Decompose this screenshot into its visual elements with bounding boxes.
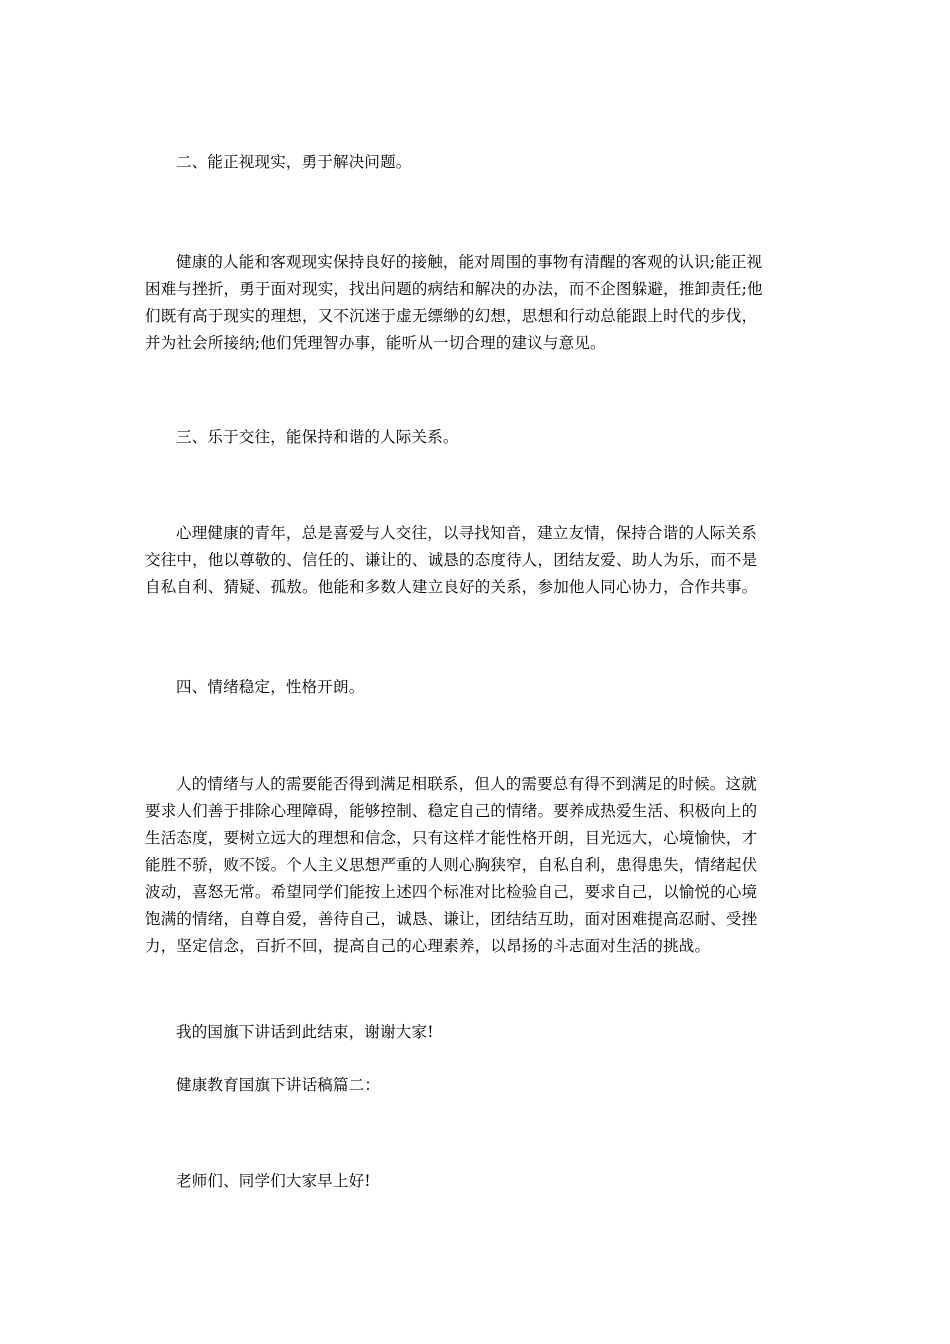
paragraph-2-line-2: 困难与挫折，勇于面对现实，找出问题的病结和解决的办法，而不企图躲避，推卸责任;他 [145, 280, 763, 298]
paragraph-2-line-3: 们既有高于现实的理想，又不沉迷于虚无缥缈的幻想，思想和行动总能跟上时代的步伐， [145, 307, 758, 325]
paragraph-3-line-1: 心理健康的青年，总是喜爱与人交往，以寻找知音，建立友情，保持合谐的人际关系 [176, 524, 757, 542]
greeting-line: 老师们、同学们大家早上好! [176, 1172, 371, 1190]
paragraph-2 [145, 249, 815, 357]
paragraph-2-line-4: 并为社会所接纳;他们凭理智办事，能听从一切合理的建议与意见。 [145, 334, 606, 352]
paragraph-2-line-1: 健康的人能和客观现实保持良好的接触，能对周围的事物有清醒的客观的认识;能正视 [176, 253, 763, 271]
paragraph-4-line-4: 能胜不骄，败不馁。个人主义思想严重的人则心胸狭窄，自私自利，患得患失，情绪起伏 [145, 856, 758, 874]
paragraph-4-line-7: 力，坚定信念，百折不回，提高自己的心理素养，以昂扬的斗志面对生活的挑战。 [145, 937, 711, 955]
closing-line: 我的国旗下讲话到此结束，谢谢大家! [176, 1023, 434, 1041]
paragraph-4 [145, 771, 815, 960]
paragraph-4-line-1: 人的情绪与人的需要能否得到满足相联系，但人的需要总有得不到满足的时候。这就 [176, 775, 757, 793]
paragraph-4-line-6: 饱满的情绪，自尊自爱，善待自己，诚恳、谦让，团结结互助，面对困难提高忍耐、受挫 [145, 910, 758, 928]
section-heading-4: 四、情绪稳定，性格开朗。 [176, 678, 365, 696]
paragraph-3-line-3: 自私自利、猜疑、孤敖。他能和多数人建立良好的关系，参加他人同心协力，合作共事。 [145, 578, 758, 596]
section-heading-3: 三、乐于交往，能保持和谐的人际关系。 [176, 428, 459, 446]
section-heading-2: 二、能正视现实，勇于解决问题。 [176, 153, 412, 171]
paragraph-4-line-3: 生活态度，要树立远大的理想和信念，只有这样才能性格开朗，目光远大，心境愉快，才 [145, 829, 758, 847]
paragraph-4-line-5: 波动，喜怒无常。希望同学们能按上述四个标准对比检验自己，要求自己，以愉悦的心境 [145, 883, 758, 901]
section-title: 健康教育国旗下讲话稿篇二： [176, 1076, 381, 1094]
paragraph-4-line-2: 要求人们善于排除心理障碍，能够控制、稳定自己的情绪。要养成热爱生活、积极向上的 [145, 802, 758, 820]
paragraph-3-line-2: 交往中，他以尊敬的、信任的、谦让的、诚恳的态度待人，团结友爱、助人为乐，而不是 [145, 551, 758, 569]
paragraph-3 [145, 520, 815, 601]
